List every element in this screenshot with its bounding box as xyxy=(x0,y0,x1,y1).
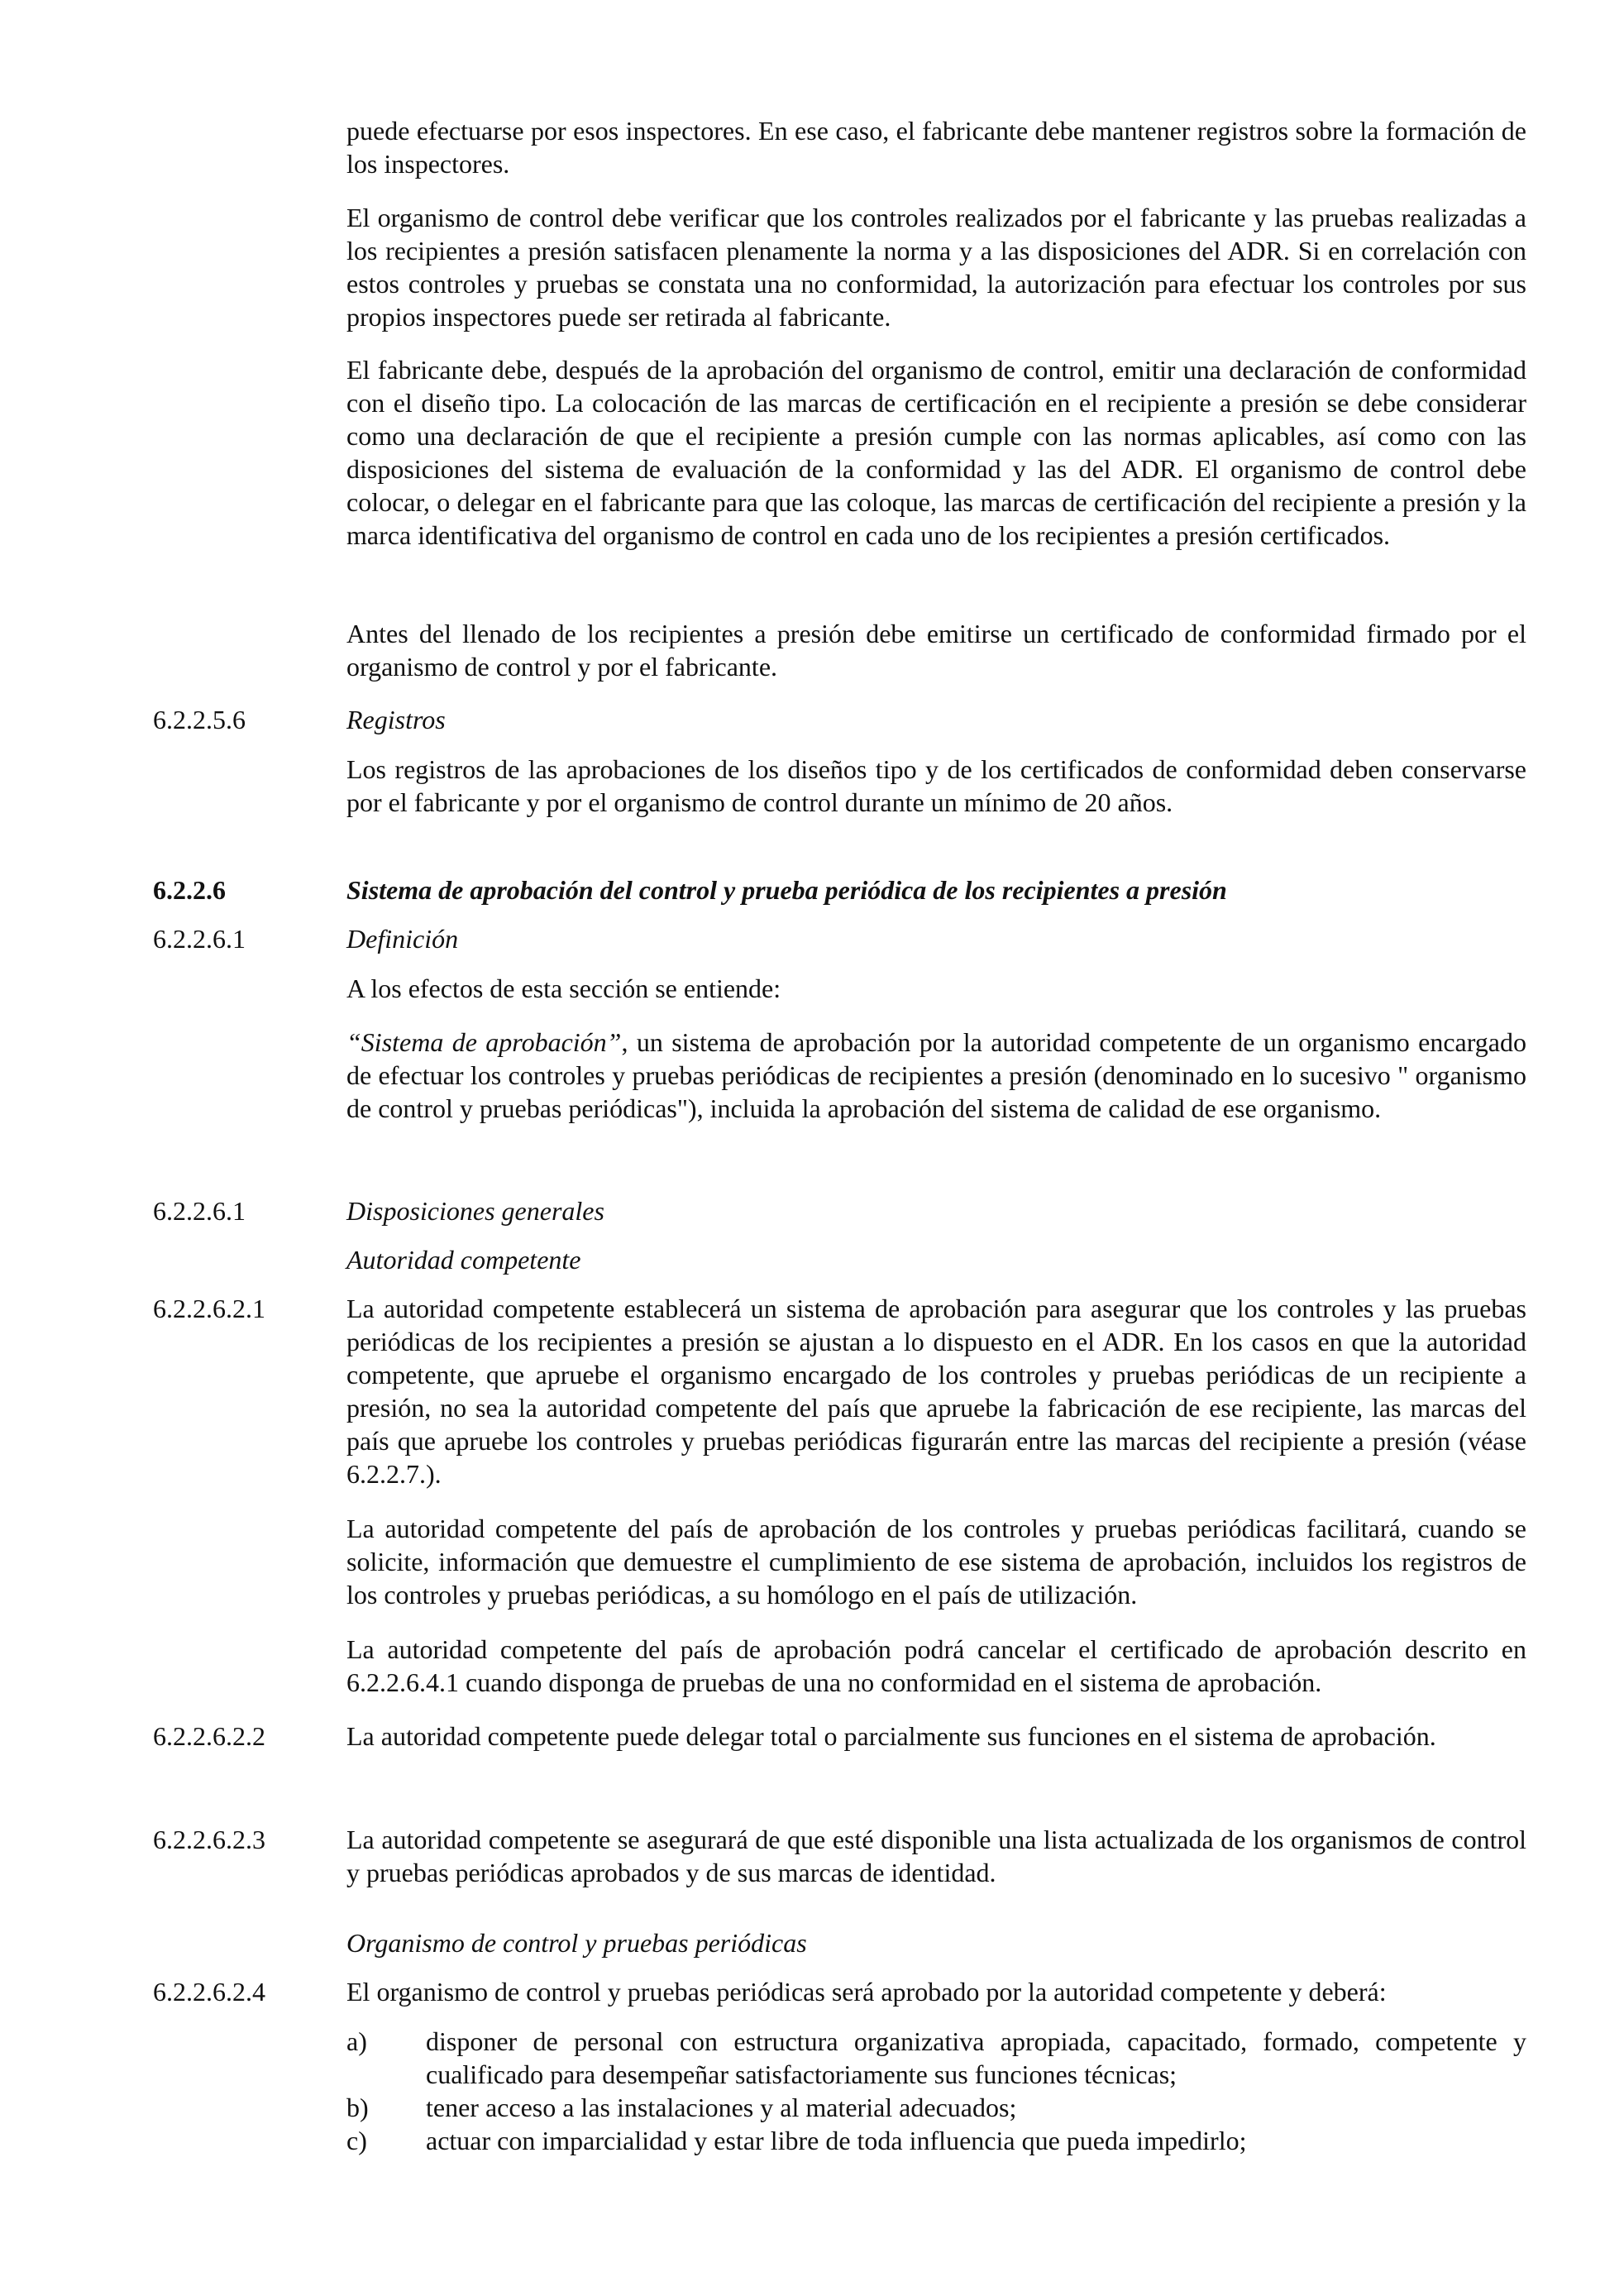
definition-text: , un sistema de aprobación por la autoridad competente de un organismo encargado de efectuar los controles y pruebas periódicas de recipientes a presión (denominado en lo sucesivo " organismo de control y pruebas periódicas"), incluida la aprobación del sistema de calidad de ese organismo. xyxy=(346,1027,1527,1123)
list-marker: a) xyxy=(346,2026,367,2056)
subheading-organismo: Organismo de control y pruebas periódicas xyxy=(346,1928,807,1958)
paragraph-cancel: La autoridad competente del país de aprobación podrá cancelar el certificado de aprobación descrito en 6.2.2.6.4.1 cuando disponga de pruebas de una no conformidad en el sistema de aprobación. xyxy=(346,1634,1526,1697)
section-heading-sistema: Sistema de aprobación del control y prueba periódica de los recipientes a presión xyxy=(346,875,1227,905)
section-number: 6.2.2.6.2.4 xyxy=(153,1977,265,2007)
section-number: 6.2.2.6 xyxy=(153,875,226,905)
list-marker: c) xyxy=(346,2126,367,2155)
defined-term: “Sistema de aprobación” xyxy=(346,1027,622,1057)
paragraph-delegate: La autoridad competente puede delegar total o parcialmente sus funciones en el sistema de aprobación. xyxy=(346,1721,1436,1751)
list-marker: b) xyxy=(346,2093,369,2122)
paragraph-list: La autoridad competente se asegurará de que esté disponible una lista actualizada de los organismos de control y pruebas periódicas aprobados y de sus marcas de identidad. xyxy=(346,1825,1526,1887)
section-heading-registros: Registros xyxy=(346,705,446,734)
section-number: 6.2.2.6.2.3 xyxy=(153,1825,265,1854)
paragraph-verification: El organismo de control debe verificar que los controles realizados por el fabricante y las pruebas realizadas a los recipientes a presión satisfacen plenamente la norma y a las disposiciones del ADR. Si en correlación con estos controles y pruebas se constata una no conformidad, la autorización para efectuar los controles por sus propios inspectores puede ser retirada al fabricante. xyxy=(346,203,1526,332)
section-heading-disposiciones: Disposiciones generales xyxy=(346,1196,604,1226)
paragraph-certificate: Antes del llenado de los recipientes a presión debe emitirse un certificado de conformidad firmado por el organismo de control y por el fabricante. xyxy=(346,619,1526,682)
list-item: actuar con imparcialidad y estar libre de toda influencia que pueda impedirlo; xyxy=(426,2126,1247,2155)
paragraph-country-info: La autoridad competente del país de aprobación de los controles y pruebas periódicas facilitará, cuando se solicite, información que demuestre el cumplimiento de ese sistema de aprobación, incluidos los registros de los controles y pruebas periódicas, a su homólogo en el país de utilización. xyxy=(346,1514,1526,1610)
paragraph-organismo: El organismo de control y pruebas periódicas será aprobado por la autoridad competente y deberá: xyxy=(346,1977,1387,2007)
section-number: 6.2.2.6.2.2 xyxy=(153,1721,265,1751)
section-number: 6.2.2.6.1 xyxy=(153,1196,246,1226)
section-number: 6.2.2.6.1 xyxy=(153,924,246,954)
paragraph-inspectors: puede efectuarse por esos inspectores. En ese caso, el fabricante debe mantener registros sobre la formación de los inspectores. xyxy=(346,116,1526,179)
subheading-autoridad: Autoridad competente xyxy=(346,1245,581,1275)
paragraph-definition xyxy=(346,1026,1526,1125)
list-item: tener acceso a las instalaciones y al material adecuados; xyxy=(426,2093,1017,2122)
list-item: disponer de personal con estructura organizativa apropiada, capacitado, formado, competente y cualificado para desempeñar satisfactoriamente sus funciones técnicas; xyxy=(426,2026,1526,2089)
section-heading-definicion: Definición xyxy=(346,924,459,954)
paragraph-intro: A los efectos de esta sección se entiende: xyxy=(346,973,781,1003)
paragraph-approval-system: La autoridad competente establecerá un sistema de aprobación para asegurar que los controles y las pruebas periódicas de los recipientes a presión se ajustan a lo dispuesto en el ADR. En los casos en que la autoridad competente, que apruebe el organismo encargado de los controles y pruebas periódicas de un recipiente a presión, no sea la autoridad competente del país que apruebe la fabricación de ese recipiente, las marcas del país que apruebe los controles y pruebas periódicas figurarán entre las marcas del recipiente a presión (véase 6.2.2.7.). xyxy=(346,1294,1526,1489)
paragraph-records: Los registros de las aprobaciones de los diseños tipo y de los certificados de conformidad deben conservarse por el fabricante y por el organismo de control durante un mínimo de 20 años. xyxy=(346,754,1526,817)
section-number: 6.2.2.5.6 xyxy=(153,705,246,734)
section-number: 6.2.2.6.2.1 xyxy=(153,1294,265,1323)
paragraph-declaration: El fabricante debe, después de la aprobación del organismo de control, emitir una declaración de conformidad con el diseño tipo. La colocación de las marcas de certificación en el recipiente a presión se debe considerar como una declaración de que el recipiente a presión cumple con las normas aplicables, así como con las disposiciones del sistema de evaluación de la conformidad y las del ADR. El organismo de control debe colocar, o delegar en el fabricante para que las coloque, las marcas de certificación del recipiente a presión y la marca identificativa del organismo de control en cada uno de los recipientes a presión certificados. xyxy=(346,355,1526,550)
